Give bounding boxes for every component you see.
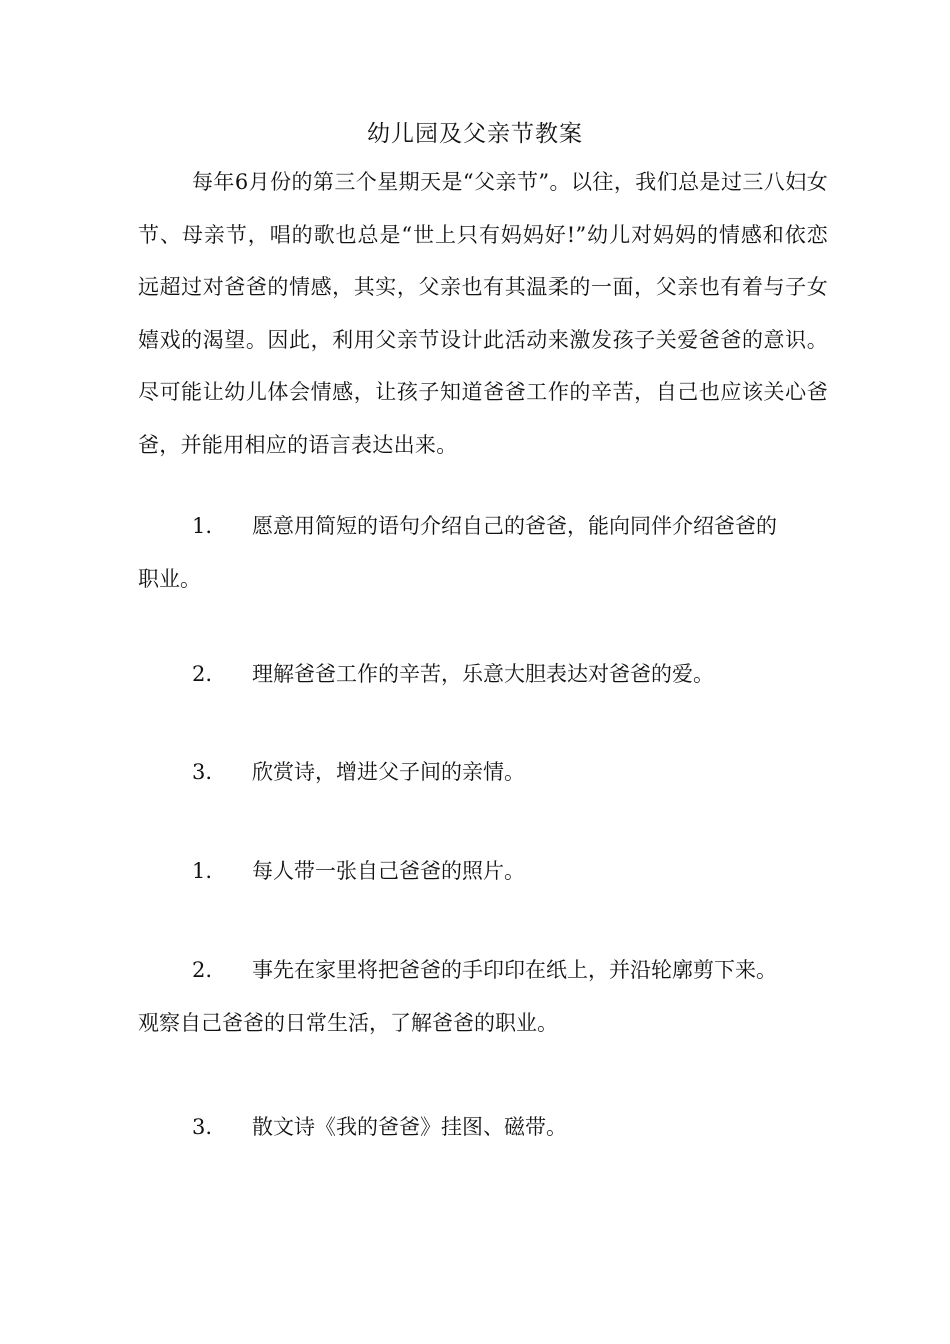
goal-item-2 <box>138 648 828 701</box>
intro-line: 八妇女节、母亲节，唱的歌也总是“世上只有妈妈好!”幼儿对妈妈 <box>138 170 829 247</box>
preparation-number: 2. <box>192 958 213 982</box>
goal-text: 理解爸爸工作的辛苦，乐意大胆表达对爸爸的爱。 <box>252 662 714 686</box>
preparation-text-continued: 观察自己爸爸的日常生活，了解爸爸的职业。 <box>138 1010 558 1035</box>
goal-item-1 <box>138 500 828 605</box>
goal-text-continued: 职业。 <box>138 566 201 591</box>
preparation-number: 1. <box>192 859 213 883</box>
intro-line: 孩子关爱爸爸的意识。尽可能让幼儿体会情感，让孩子知道爸爸工作 <box>138 327 828 404</box>
goal-number: 2. <box>192 662 213 686</box>
preparation-item-1 <box>138 845 828 898</box>
preparation-item-3 <box>138 1101 828 1154</box>
preparation-number: 3. <box>192 1115 213 1139</box>
document-title: 幼儿园及父亲节教案 <box>367 121 583 147</box>
preparation-text: 散文诗《我的爸爸》挂图、磁带。 <box>252 1115 567 1139</box>
intro-paragraph <box>138 156 828 471</box>
goal-item-3 <box>138 746 828 799</box>
goal-text: 欣赏诗，增进父子间的亲情。 <box>252 760 525 784</box>
goal-number: 1. <box>192 514 213 538</box>
intro-line: 的情感和依恋远超过对爸爸的情感，其实，父亲也有其温柔的一面， <box>138 222 828 299</box>
goal-number: 3. <box>192 760 213 784</box>
goal-text: 愿意用简短的语句介绍自己的爸爸，能向同伴介绍爸爸的 <box>252 514 777 538</box>
preparation-item-2 <box>138 944 828 1049</box>
intro-line: 每年6月份的第三个星期天是“父亲节”。以往，我们总是过三 <box>192 170 764 194</box>
preparation-text: 每人带一张自己爸爸的照片。 <box>252 859 525 883</box>
intro-line: 的辛苦，自己也应该关心爸爸，并能用相应的语言表达出来。 <box>138 380 828 457</box>
intro-line: 父亲也有着与子女嬉戏的渴望。因此，利用父亲节设计此活动来激发 <box>138 275 828 352</box>
preparation-text: 事先在家里将把爸爸的手印印在纸上，并沿轮廓剪下来。 <box>252 958 777 982</box>
